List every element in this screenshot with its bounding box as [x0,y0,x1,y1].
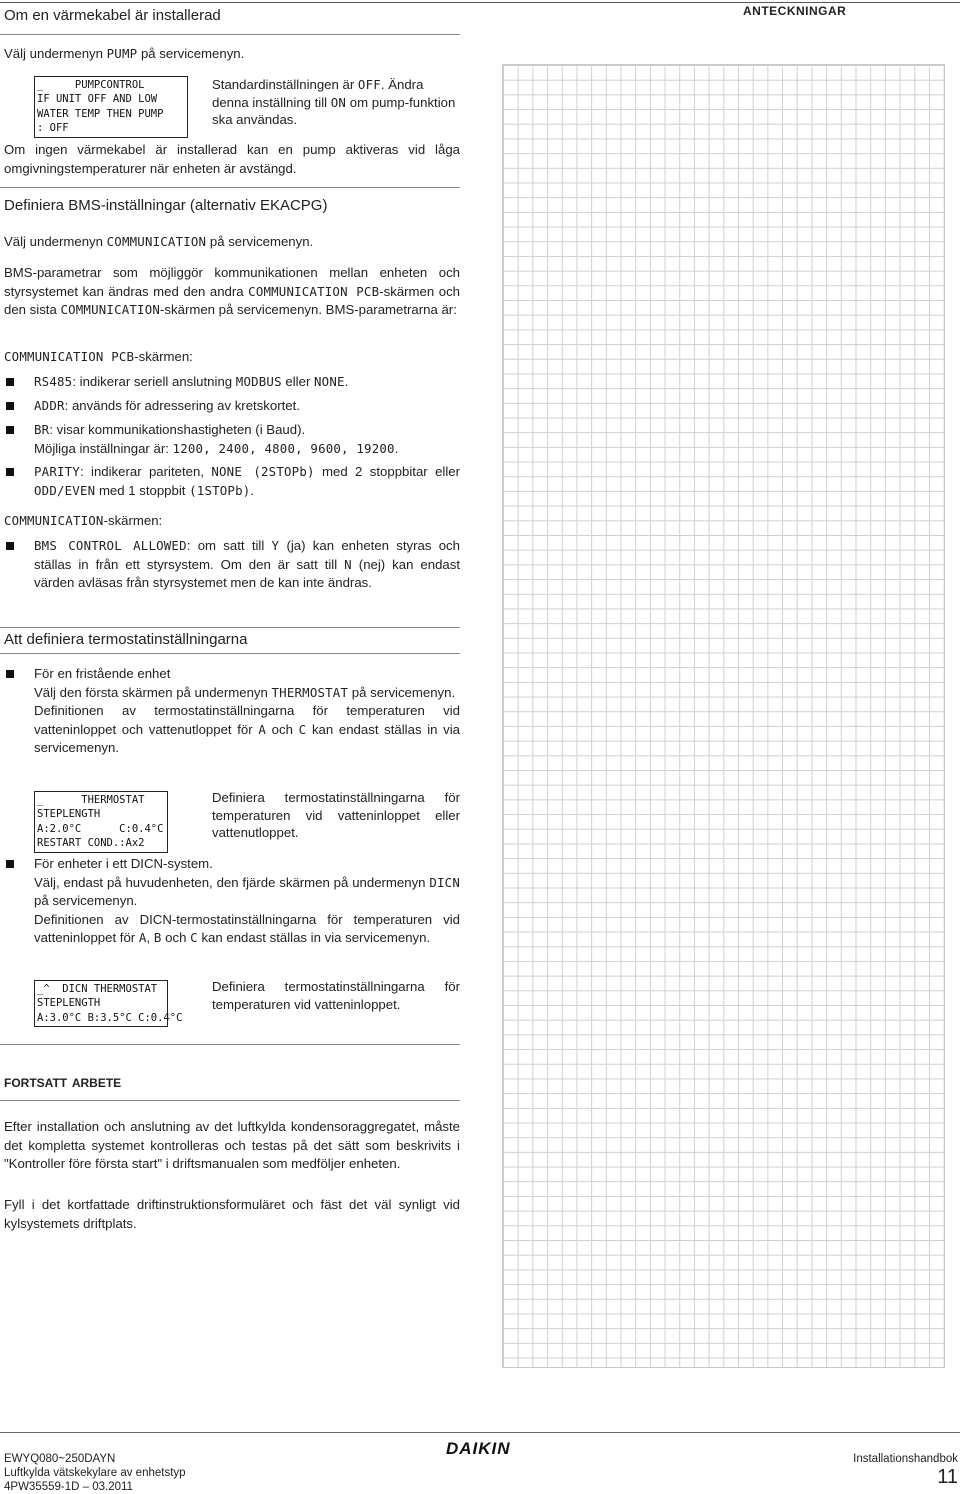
bullet-br [34,421,460,458]
bullet-icon [6,426,14,434]
bms-control-b: (ja) kan enheten styras och ställas in från ett styrsystem. Om den är satt till [34,538,460,572]
rs485-code: RS485 [34,374,73,389]
bms-intro-b: på servicemenyn. [206,234,314,249]
notes-heading: anteckningar [743,0,847,19]
bms-para-a: BMS-parametrar som möjliggör kommunikationen mellan enheten och styrsystemet kan ändras med den andra [4,265,460,299]
pump-intro-end: på servicemenyn. [137,46,245,61]
standalone-a: Välj den första skärmen på undermenyn [34,684,272,700]
pump-intro-text: Välj undermenyn [4,46,107,61]
dicn-c-code: C [190,930,198,946]
bullet-bms-control [34,537,460,593]
comm-heading-text: -skärmen: [103,513,163,528]
pcb-heading-text: -skärmen: [134,349,193,364]
parity-text-d: . [250,482,255,498]
section-title-thermostat: Att definiera termostatinställningarna [4,631,248,648]
standalone-c-code: C [298,721,307,737]
parity-text-b: med 2 stoppbitar eller [314,464,460,479]
dicn-d: , [146,930,154,946]
parity-oddeven-code: ODD/EVEN [34,482,96,498]
parity-text-c: med 1 stoppbit [95,482,190,498]
dicn-b-code: B [153,930,162,946]
comm-heading-code: COMMUNICATION [4,513,104,528]
page-number: 11 [937,1466,958,1488]
footer-docnum: 4PW35559-1D – 03.2011 [4,1481,133,1493]
daikin-logo: DAIKIN [446,1439,511,1458]
bullet-parity [34,463,460,500]
dicn-thermostat-lcd: _^ DICN THERMOSTAT STEPLENGTH A:3.0°C B:3.5°C C:0.4°C [34,980,168,1027]
bullet-standalone [34,665,460,758]
section-title-heating-cable: Om en värmekabel är installerad [4,7,221,24]
bms-intro-a: Välj undermenyn [4,234,107,249]
thermostat-lcd-note: Definiera termostatinställningarna för temperaturen vid vatteninloppet eller vattenutloppet. [212,790,460,840]
footer-doc-type: Installationshandbok [853,1453,958,1465]
bms-para-code1: COMMUNICATION PCB [248,283,380,299]
pump-paragraph: Om ingen värmekabel är installerad kan en pump aktiveras vid låga omgivningstemperaturer när enheten är avstängd. [4,142,460,176]
bullet-icon [6,402,14,410]
parity-code: PARITY [34,464,80,479]
pump-note-c: om pump-funktion ska användas. [212,94,456,127]
bullet-icon [6,378,14,386]
bullet-rs485 [34,373,460,392]
bullet-icon [6,468,14,476]
comm-screen-heading [4,512,162,531]
dicn-c: Definitionen av DICN-termostatinställningarna för temperaturen vid vatteninloppet för [34,911,460,946]
footer-model: EWYQ080~250DAYN [4,1453,116,1465]
notes-grid [502,64,945,1368]
addr-text: : används för adressering av kretskortet. [64,398,300,413]
fortsatt-paragraph-1: Efter installation och anslutning av det luftkylda kondensoraggregatet, måste det kompletta systemet kontrolleras och testas på det sätt som beskrivits i "Kontroller före första start" i driftsmanualen som medföljer enheten. [4,1119,460,1172]
br-values: 1200, 2400, 4800, 9600, 19200 [172,440,395,456]
standalone-a-code: A [258,721,266,737]
bms-paragraph [4,264,460,320]
dicn-e: och [161,930,191,946]
standalone-line1: För en fristående enhet [34,666,171,681]
dicn-a-code: A [138,930,147,946]
bms-control-n: N [344,556,352,572]
modbus-code: MODBUS [235,374,282,389]
pump-note-on: ON [330,94,347,110]
dicn-line1: För enheter i ett DICN-system. [34,856,213,871]
bms-para-b: -skärmen och den sista [4,283,461,318]
dicn-a: Välj, endast på huvudenheten, den fjärde skärmen på undermenyn [34,874,430,890]
rs485-text-b: eller [281,374,314,389]
standalone-e: kan endast ställas in via servicemenyn. [34,721,461,756]
br-line2: Möjliga inställningar är: [34,440,173,456]
bullet-addr [34,397,460,416]
pump-note-off: OFF [357,77,381,92]
bullet-dicn [34,855,460,948]
standalone-c: Definitionen av termostatinställningarna för temperaturen vid vatteninloppet och vattenutloppet för [34,703,460,737]
parity-1stop-code: (1STOPb) [189,482,251,498]
fortsatt-paragraph-2: Fyll i det kortfattade driftinstruktionsformuläret och fäst det väl synligt vid kylsystemets driftplats. [4,1197,460,1231]
standalone-b: på servicemenyn. [348,684,456,700]
bms-control-a: : om satt till [186,538,272,553]
pump-default-note [212,76,460,129]
bullet-icon [6,860,14,868]
parity-none-code: NONE (2STOPb) [211,464,315,479]
pump-intro [4,45,244,64]
parity-text-a: : indikerar pariteten, [79,464,212,479]
bullet-icon [6,542,14,550]
bms-intro-code: COMMUNICATION [106,234,207,249]
none-code: NONE [314,374,345,389]
addr-code: ADDR [34,398,65,413]
br-text: : visar kommunikationshastigheten (i Baud). [49,422,306,437]
section-title-fortsatt: fortsatt arbete [4,1072,122,1091]
br-code: BR [34,422,50,437]
rs485-text-c: . [344,374,349,389]
thermostat-lcd: _ THERMOSTAT STEPLENGTH A:2.0°C C:0.4°C RESTART COND.:Ax2 [34,791,168,853]
bullet-icon [6,670,14,678]
br-end: . [394,440,399,456]
pcb-heading-code: COMMUNICATION PCB [4,349,135,364]
bms-para-code2: COMMUNICATION [60,302,161,318]
bms-control-c: (nej) kan endast värden avläsas från styrsystemet men de kan inte ändras. [34,556,460,591]
dicn-f: kan endast ställas in via servicemenyn. [197,930,431,946]
pump-note-b: . Ändra denna inställning till [212,77,424,110]
bms-control-code: BMS CONTROL ALLOWED [34,538,187,553]
bms-control-y: Y [271,538,280,553]
thermostat-code: THERMOSTAT [271,684,349,700]
pump-note-a: Standardinställningen är [212,77,358,92]
rs485-text-a: : indikerar seriell anslutning [72,374,236,389]
footer-description: Luftkylda vätskekylare av enhetstyp [4,1467,186,1479]
bms-para-c: -skärmen på servicemenyn. BMS-parametrarna är: [160,302,457,318]
dicn-code: DICN [429,874,460,890]
pump-code: PUMP [106,46,138,61]
pumpcontrol-lcd: _ PUMPCONTROL IF UNIT OFF AND LOW WATER TEMP THEN PUMP : OFF [34,76,188,138]
bms-intro [4,233,313,252]
dicn-b: på servicemenyn. [34,893,138,909]
dicn-lcd-note: Definiera termostatinställningarna för temperaturen vid vatteninloppet. [212,979,460,1012]
section-title-bms: Definiera BMS-inställningar (alternativ EKACPG) [4,197,328,214]
standalone-d: och [266,721,299,737]
pcb-screen-heading [4,348,193,367]
